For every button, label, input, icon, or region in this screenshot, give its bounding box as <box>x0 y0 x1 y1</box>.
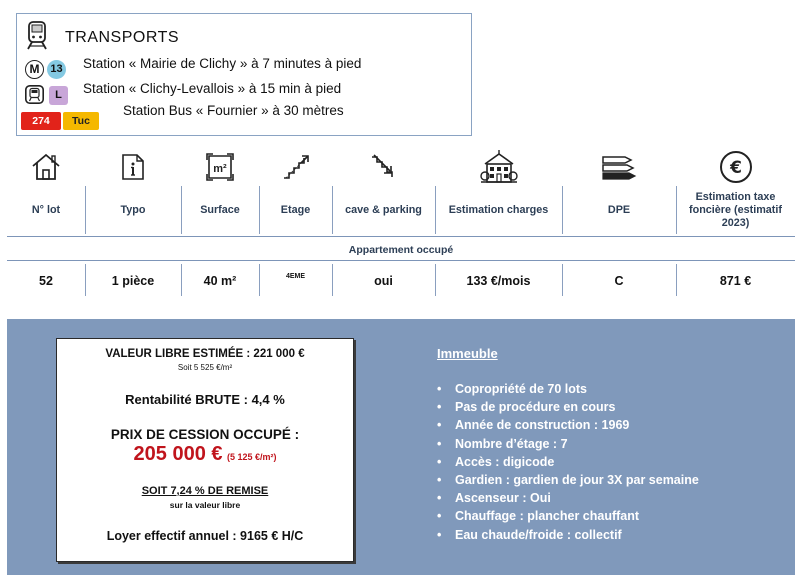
euro-icon <box>719 150 753 184</box>
value-typo: 1 pièce <box>111 274 155 288</box>
dpe-icon <box>601 154 637 180</box>
remise: SOIT 7,24 % DE REMISE <box>141 485 269 497</box>
list-item: • Accès : digicode <box>437 453 699 471</box>
value-cave: oui <box>374 274 393 288</box>
surface-icon-cell <box>181 150 259 184</box>
lot-icon-cell <box>7 150 85 184</box>
surface-icon <box>205 152 235 182</box>
header-surface: Surface <box>200 203 240 216</box>
house-icon <box>31 153 61 181</box>
metro-station-text: Station « Mairie de Clichy » à 7 minutes à pied <box>83 55 362 71</box>
list-item: • Pas de procédure en cours <box>437 398 699 416</box>
transports-title: TRANSPORTS <box>65 29 180 46</box>
bus-line-274-badge: 274 <box>21 112 61 130</box>
value-surface: 40 m² <box>203 274 237 288</box>
building-icon <box>479 150 519 184</box>
metro-icon: M <box>25 60 44 79</box>
stairs-down-icon <box>370 153 398 181</box>
value-etage: 4EME <box>285 273 306 280</box>
list-item: • Nombre d’étage : 7 <box>437 435 699 453</box>
value-charges: 133 €/mois <box>466 274 531 288</box>
info-icon <box>121 153 145 181</box>
bus-line-tuc-badge: Tuc <box>63 112 99 130</box>
stairs-up-icon <box>282 154 310 180</box>
prix-m2: (5 125 €/m²) <box>226 452 277 462</box>
bus-station-text: Station Bus « Fournier » à 30 mètres <box>123 102 344 118</box>
occupancy-status: Appartement occupé <box>348 244 454 256</box>
list-item: • Copropriété de 70 lots <box>437 380 699 398</box>
remise-sub: sur la valeur libre <box>169 500 241 510</box>
dpe-icon-cell <box>562 150 676 184</box>
etage-icon-cell <box>259 150 332 184</box>
valuation-box <box>56 338 354 562</box>
header-lot: N° lot <box>31 203 61 216</box>
prix-label: PRIX DE CESSION OCCUPÉ : <box>110 427 300 442</box>
loyer-effectif: Loyer effectif annuel : 9165 € H/C <box>106 529 304 543</box>
header-charges: Estimation charges <box>448 203 549 216</box>
svg-text:€: € <box>729 158 742 178</box>
list-item: • Chauffage : plancher chauffant <box>437 507 699 525</box>
cave-icon-cell <box>332 150 435 184</box>
header-typo: Typo <box>120 203 146 216</box>
valeur-m2: Soit 5 525 €/m² <box>177 363 233 372</box>
list-item: • Année de construction : 1969 <box>437 416 699 434</box>
table-divider-mid <box>7 260 795 261</box>
table-divider-top <box>7 236 795 237</box>
list-item: • Ascenseur : Oui <box>437 489 699 507</box>
rer-train-icon <box>25 85 44 104</box>
train-station-text: Station « Clichy-Levallois » à 15 min à pied <box>83 80 342 96</box>
rentabilite: Rentabilité BRUTE : 4,4 % <box>125 392 285 407</box>
immeuble-list <box>437 380 699 544</box>
header-dpe: DPE <box>607 203 631 216</box>
metro-line-badge: 13 <box>47 60 66 79</box>
value-dpe: C <box>614 274 624 288</box>
prix-line <box>57 443 353 466</box>
svg-text:m²: m² <box>213 163 227 175</box>
value-lot: 52 <box>39 274 53 288</box>
value-taxe: 871 € <box>719 274 752 288</box>
taxe-icon-cell <box>676 150 795 184</box>
valeur-libre: VALEUR LIBRE ESTIMÉE : 221 000 € <box>105 348 305 360</box>
header-cave: cave & parking <box>345 203 422 216</box>
list-item: • Gardien : gardien de jour 3X par semaine <box>437 471 699 489</box>
list-item: • Eau chaude/froide : collectif <box>437 526 699 544</box>
prix-cession: 205 000 € <box>133 443 223 465</box>
immeuble-title: Immeuble <box>437 346 498 361</box>
header-etage: Etage <box>280 203 311 216</box>
typo-icon-cell <box>85 150 181 184</box>
charges-icon-cell <box>435 150 562 184</box>
train-line-badge: L <box>49 86 68 105</box>
transports-box <box>16 13 472 136</box>
train-icon <box>26 21 48 51</box>
header-taxe: Estimation taxe foncière (estimatif 2023) <box>689 190 782 229</box>
